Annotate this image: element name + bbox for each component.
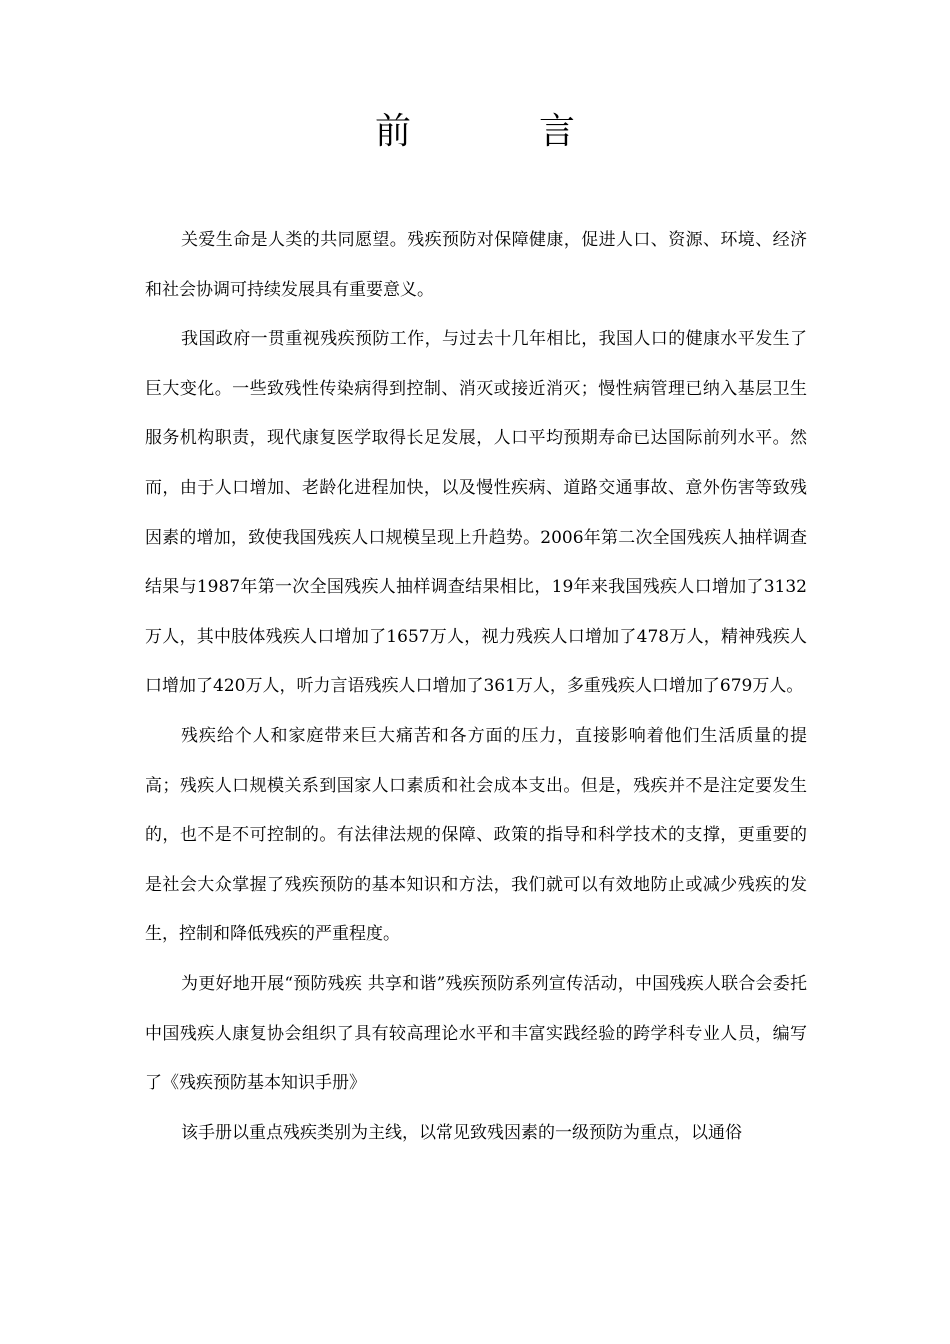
document-body — [145, 216, 807, 1158]
paragraph-2: 我国政府一贯重视残疾预防工作，与过去十几年相比，我国人口的健康水平发生了巨大变化。一些致残性传染病得到控制、消灭或接近消灭；慢性病管理已纳入基层卫生服务机构职责，现代康复医学取得长足发展，人口平均预期寿命已达国际前列水平。然而，由于人口增加、老龄化进程加快，以及慢性疾病、道路交通事故、意外伤害等致残因素的增加，致使我国残疾人口规模呈现上升趋势。2006年第二次全国残疾人抽样调查结果与1987年第一次全国残疾人抽样调查结果相比，19年来我国残疾人口增加了3132万人，其中肢体残疾人口增加了1657万人，视力残疾人口增加了478万人，精神残疾人口增加了420万人，听力言语残疾人口增加了361万人，多重残疾人口增加了679万人。 — [145, 329, 807, 697]
paragraph-1: 关爱生命是人类的共同愿望。残疾预防对保障健康，促进人口、资源、环境、经济和社会协调可持续发展具有重要意义。 — [145, 230, 807, 300]
paragraph-5: 该手册以重点残疾类别为主线，以常见致残因素的一级预防为重点，以通俗 — [181, 1122, 742, 1143]
paragraph-4: 为更好地开展“预防残疾 共享和谐”残疾预防系列宣传活动，中国残疾人联合会委托中国残疾人康复协会组织了具有较高理论水平和丰富实践经验的跨学科专业人员，编写了《残疾预防基本知识手册》 — [145, 973, 807, 1094]
page-title: 前 言 — [374, 111, 621, 152]
paragraph-3: 残疾给个人和家庭带来巨大痛苦和各方面的压力，直接影响着他们生活质量的提高；残疾人口规模关系到国家人口素质和社会成本支出。但是，残疾并不是注定要发生的，也不是不可控制的。有法律法规的保障、政策的指导和科学技术的支撑，更重要的是社会大众掌握了残疾预防的基本知识和方法，我们就可以有效地防止或减少残疾的发生，控制和降低残疾的严重程度。 — [145, 725, 807, 945]
